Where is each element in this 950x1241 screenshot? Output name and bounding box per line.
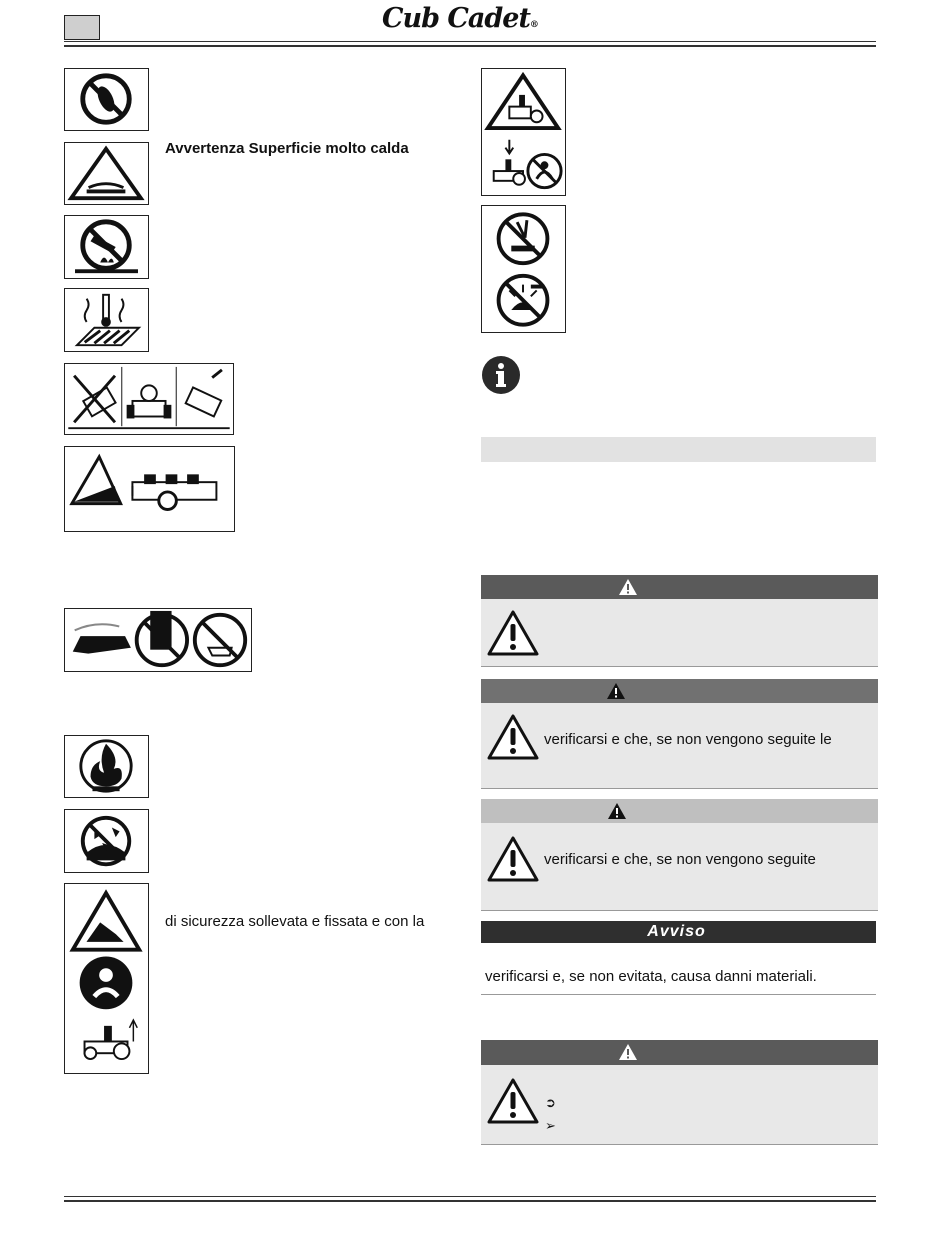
danger-box-1-text: verificarsi e che, se non vengono seguite le [544,731,832,748]
rollover-wheels-icon [64,363,234,435]
info-icon [481,355,521,395]
flammable-icon [64,735,149,798]
bullet-chevron-icon: ➢ [545,1118,556,1133]
operator-seat-icon [481,68,566,196]
danger-body [481,599,878,667]
warning-triangle-icon [618,578,638,596]
warning-triangle-icon [606,682,626,700]
bottom-danger-header [481,1040,878,1065]
notice-body [481,943,876,995]
hot-ground-thermometer-icon [64,288,149,352]
footer-rule-bottom [64,1200,876,1202]
page-number-box [64,15,100,40]
warning-header [481,679,878,703]
section-heading-bar [481,437,876,462]
caution-body [481,823,878,911]
warning-triangle-icon [607,802,627,820]
no-hand-fire-icon [64,215,149,279]
danger-header [481,575,878,599]
notice-header [481,921,876,943]
warning-triangle-icon [487,1077,539,1125]
warning-triangle-icon [487,713,539,761]
notice-text: verificarsi e, se non evitata, causa danni materiali. [485,968,817,985]
caution-header [481,799,878,823]
no-cutting-no-sparks-icon [481,205,566,333]
warning-body [481,703,878,789]
no-debris-icon [64,809,149,873]
warning-triangle-icon [487,609,539,657]
hot-surface-warning-text: Avvertenza Superficie molto calda [165,140,409,157]
bottom-danger-body [481,1065,878,1145]
footer-rule-top [64,1196,876,1197]
header-rule-bottom [64,45,876,47]
raised-seat-text: di sicurezza sollevata e fissata e con la [165,913,425,930]
warning-triangle-icon [618,1043,638,1061]
notice-label: Avviso [647,923,706,940]
danger-box-2-text: verificarsi e che, se non vengono seguite [544,851,816,868]
warning-triangle-icon [487,835,539,883]
header-rule-top [64,41,876,42]
slope-weights-icon [64,446,235,532]
brand-logo: Cub Cadet® [382,3,538,34]
hot-surface-warning-icon [64,142,149,205]
mower-deck-no-feet-icon [64,608,252,672]
bullet-arrow-icon: ➲ [545,1095,556,1110]
raised-seat-safety-icon [64,883,149,1074]
no-foot-icon [64,68,149,131]
